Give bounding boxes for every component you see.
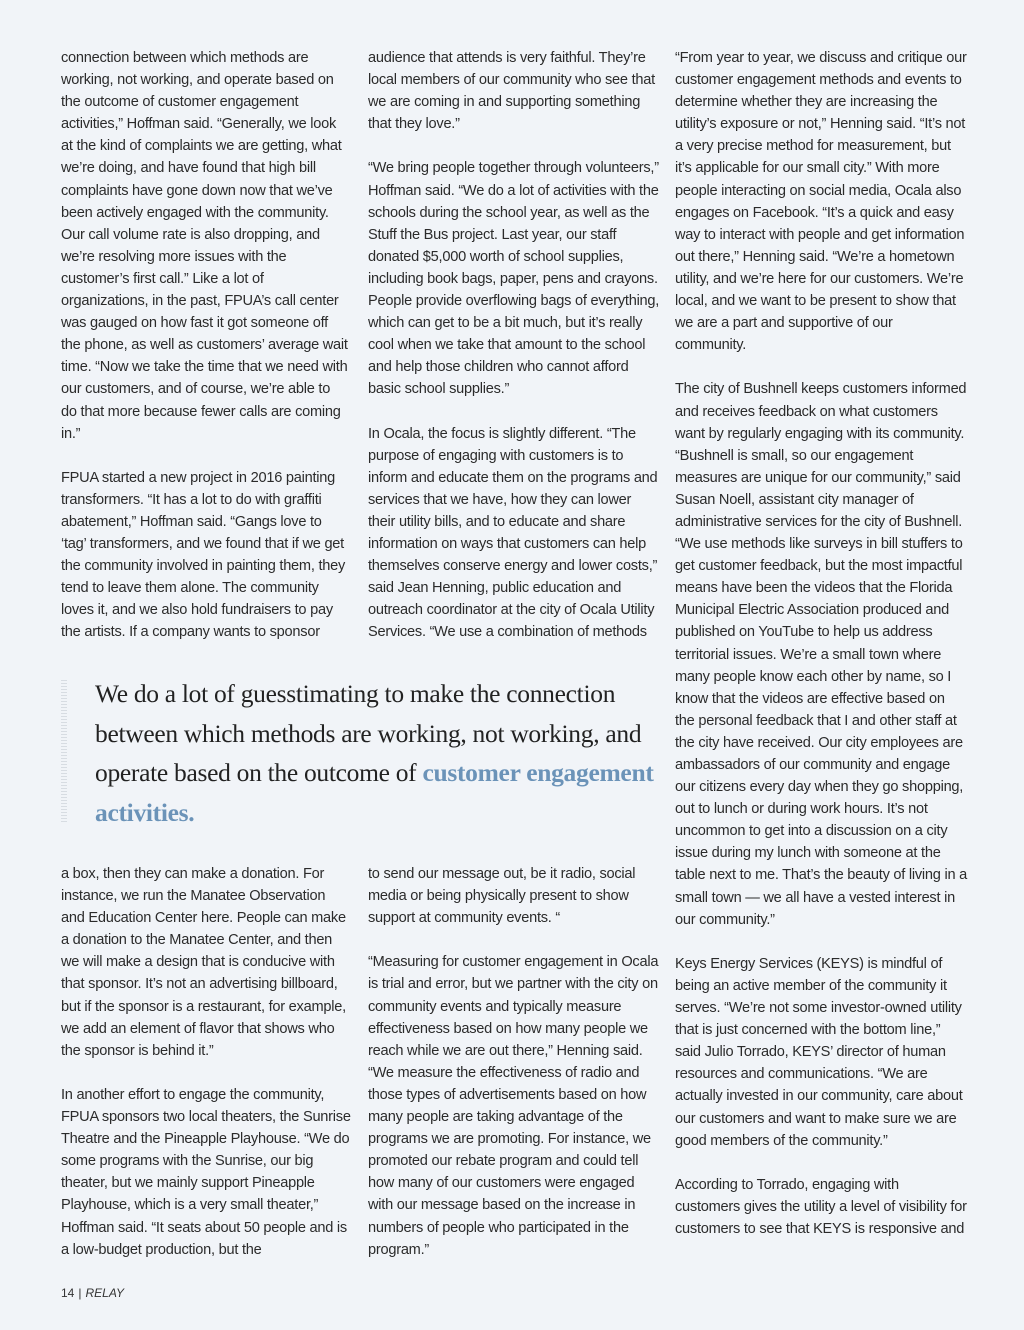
paragraph: The city of Bushnell keeps customers informed and receives feedback on what customers want by regularly engaging with its community. “Bushnell is small, so our engagement measures are unique for our community,” said Susan Noell, assistant city manager of administrative services for the city of Bushnell. “We use methods like surveys in bill stuffers to get customer feedback, but the most impactful means have been the videos that the Florida Municipal Electric Association produced and published on YouTube to help us address territorial issues. We’re a small town where many people know each other by name, so I know that the videos are effective based on the personal feedback that I and other staff at the city have received. Our city employees are ambassadors of our community and engage our citizens every day when they go shopping, out to lunch or during work hours. It’s not uncommon to get into a discussion on a city issue during my lunch with someone at the table next to me. That’s the beauty of living in a small town — we all have a vested interest in our community.” — [675, 381, 967, 928]
paragraph: audience that attends is very faithful. They’re local members of our community who see that we are coming in and supporting something that they love.” — [368, 50, 655, 133]
paragraph: “From year to year, we discuss and critique our customer engagement methods and events to determine whether they are increasing the utility’s exposure or not,” Henning said. “It’s not a very precise method for measurement, but it’s applicable for our small city.” With more people interacting on social media, Ocala also engages on Facebook. “It’s a quick and easy way to interact with people and get information out there,” Henning said. “We’re a hometown utility, and we’re here for our customers. We’re local, and we want to be present to show that we are a part and supportive of our community. — [675, 50, 967, 354]
paragraph: According to Torrado, engaging with customers gives the utility a level of visibility for customers to see that KEYS is responsive and — [675, 1176, 967, 1237]
paragraph: In Ocala, the focus is slightly different. “The purpose of engaging with customers is to inform and educate them on the programs and services that we have, how they can lower their utility bills, and to educate and share information on ways that customers can help themselves conserve energy and lower costs,” said Jean Henning, public education and outreach coordinator at the city of Ocala Utility Services. “We use a combination of methods — [368, 425, 658, 641]
pull-quote-rule — [61, 680, 67, 822]
paragraph: In another effort to engage the community, FPUA sponsors two local theaters, the Sunrise Theatre and the Pineapple Playhouse. “We do some programs with the Sunrise, our big theater, but we mainly support Pineapple Playhouse, which is a very small theater,” Hoffman said. “It seats about 50 people and is a low-budget production, but the — [61, 1086, 351, 1258]
pull-quote-highlight: customer engagement activities. — [95, 758, 654, 827]
page-number: 14 — [61, 1286, 75, 1300]
publication-name: RELAY — [85, 1286, 124, 1300]
article-column-1-top — [61, 47, 349, 644]
pull-quote — [61, 679, 661, 827]
article-column-2-bottom — [368, 863, 660, 1261]
pull-quote-body: We do a lot of guesstimating to make the connection between which methods are working, not working, and operate based on the outcome of — [95, 679, 642, 787]
article-column-1-bottom — [61, 863, 351, 1261]
article-column-2-top — [368, 47, 660, 644]
paragraph: Keys Energy Services (KEYS) is mindful of being an active member of the community it serves. “We’re not some investor-owned utility that is just concerned with the bottom line,” said Julio Torrado, KEYS’ director of human resources and communications. “We are actually invested in our community, care about our customers and want to make sure we are good members of the community.” — [675, 955, 963, 1149]
paragraph: connection between which methods are working, not working, and operate based on the outcome of customer engagement activities,” Hoffman said. “Generally, we look at the kind of complaints we are getting, what we’re doing, and have found that high bill complaints have gone down now that we’ve been actively engaged with the community. Our call volume rate is also dropping, and we’re resolving more issues with the customer’s first call.” Like a lot of organizations, in the past, FPUA’s call center was gauged on how fast it got someone off the phone, as well as customers’ average wait time. “Now we take the time that we need with our customers, and of course, we’re able to do that more because fewer calls are coming in.” — [61, 50, 348, 442]
paragraph: “Measuring for customer engagement in Ocala is trial and error, but we partner with the city on community events and typically measure effectiveness based on how many people we reach while we are out there,” Henning said. “We measure the effectiveness of radio and those types of advertisements based on how many people are taking advantage of the programs we are promoting. For instance, we promoted our rebate program and could tell how many of our customers were engaged with our message based on the increase in numbers of people who participated in the program.” — [368, 954, 659, 1258]
footer-separator: | — [78, 1286, 82, 1300]
paragraph: “We bring people together through volunteers,” Hoffman said. “We do a lot of activities with the schools during the school year, as well as the Stuff the Bus project. Last year, our staff donated $5,000 worth of school supplies, including book bags, paper, pens and crayons. People provide overflowing bags of everything, which can get to be a bit much, but it’s really cool when we take that amount to the school and help those children who cannot afford basic school supplies.” — [368, 160, 660, 398]
pull-quote-text — [95, 674, 655, 832]
paragraph: a box, then they can make a donation. For instance, we run the Manatee Observation and Education Center here. People can make a donation to the Manatee Center, and then we will make a design that is conducive with that sponsor. It’s not an advertising billboard, but if the sponsor is a restaurant, for example, we add an element of flavor that shows who the sponsor is behind it.” — [61, 866, 346, 1059]
paragraph: to send our message out, be it radio, social media or being physically present to show support at community events. “ — [368, 866, 636, 927]
page-footer — [61, 1286, 124, 1300]
article-column-3 — [675, 47, 967, 1240]
paragraph: FPUA started a new project in 2016 painting transformers. “It has a lot to do with graffiti abatement,” Hoffman said. “Gangs love to ‘tag’ transformers, and we found that if we get the community involved in painting them, they tend to leave them alone. The community loves it, and we also hold fundraisers to pay the artists. If a company wants to sponsor — [61, 469, 346, 641]
